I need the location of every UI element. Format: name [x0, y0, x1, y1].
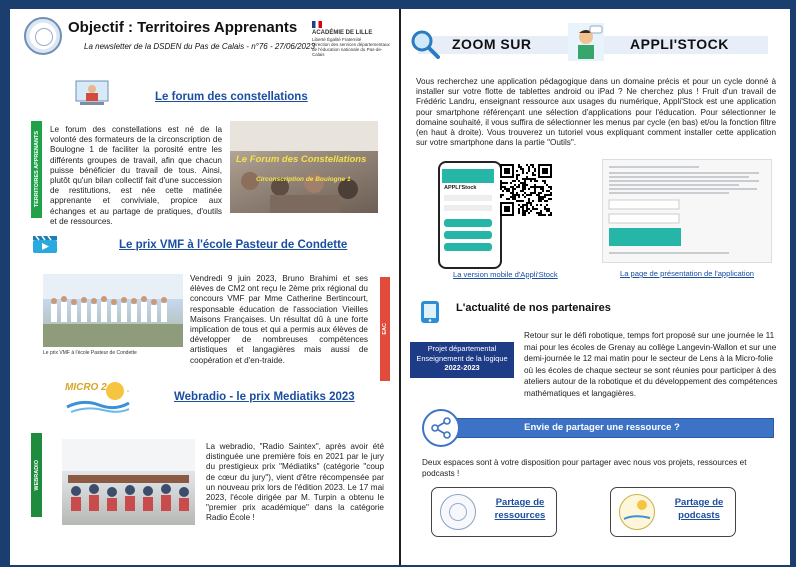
- forum-photo-title: Le Forum des Constellations: [236, 154, 367, 165]
- academie-logo: [312, 21, 394, 57]
- share-resources-link[interactable]: Partage de ressources: [494, 497, 546, 521]
- column-divider: [399, 9, 401, 565]
- teacher-icon: [568, 23, 604, 61]
- micro2-logo: [65, 379, 131, 415]
- page-title: Objectif : Territoires Apprenants: [68, 19, 298, 36]
- badge-line-1: Projet départemental: [427, 344, 497, 353]
- zoom-left-label: ZOOM SUR: [452, 36, 532, 52]
- share-text: Deux espaces sont à votre disposition pour partager avec nous vos projets, ressources et podcasts !: [422, 458, 747, 478]
- micro2-logo-text: MICRO 2: [65, 382, 107, 393]
- webradio-heading: Webradio - le prix Mediatiks 2023: [174, 391, 355, 403]
- link-presentation-page[interactable]: La page de présentation de l'application: [620, 269, 755, 278]
- app-webpage-screenshot: [602, 159, 772, 263]
- search-icon: [410, 29, 440, 59]
- webradio-text: La webradio, "Radio Saintex", après avoir été distinguée une première fois en 2021 par le jury du prestigieux prix "Médiatiks" (catégorie "coup de cœur du jury"), vient d'être récompensée par un nouveau prix lors de l'édition 2023. Le 17 mai 2023, l'école dirigée par M. Turpin a obtenu le "premier prix académique" dans la catégorie Radio École !: [206, 442, 384, 523]
- partners-text: Retour sur le défi robotique, temps fort proposé sur une journée le 11 mai pour les écoles de Grenay au collège Langevin-Wallon et sur une demi-journée le 12 mai matin pour le secteur de Lens à la Micro-folie où les écoles de chaque secteur se sont réunies pour participer à des ateliers autour de la robotique et du développement des compétences mathématiques et langagières.: [524, 331, 778, 398]
- badge-line-3: 2022-2023: [444, 363, 480, 373]
- badge-line-2: Enseignement de la logique: [416, 353, 508, 363]
- logic-project-badge: [410, 342, 514, 378]
- page-subtitle: La newsletter de la DSDEN du Pas de Calais - n°76 - 27/06/2023: [84, 42, 315, 51]
- zoom-banner: [410, 31, 770, 59]
- link-mobile-version[interactable]: La version mobile d'Appli'Stock: [453, 270, 558, 279]
- forum-photo: [230, 121, 378, 213]
- tab-eac: EAC: [380, 277, 390, 381]
- zoom-text: Vous recherchez une application pédagogique dans un domaine précis et pour un cycle donné à installer sur votre flotte de tablettes android ou iPad ? Ne cherchez plus ! Fruit d'un travail de Frédéric Landru, enseignant ressource aux usages du numérique, Appli'Stock est une application pour smartphone référençant une sélection d'applications pour l'éducation. Pour sélectionner le domaine souhaité, il vous suffira de sélectionner les menus par cycle (en bas) et/ou la fonction filtre (en haut à droite). Vous trouverez un tutoriel vous expliquant comment installer cette application sur votre smartphone dans la partie "Outils".: [416, 77, 776, 148]
- academie-motto: Liberté Égalité Fraternité: [312, 37, 362, 42]
- newsletter-page: [10, 9, 790, 565]
- partners-heading: L'actualité de nos partenaires: [456, 302, 611, 314]
- tab-territoires-apprenants: TERRITOIRES APPRENANTS: [31, 121, 42, 218]
- webradio-photo: [62, 439, 195, 525]
- app-phone-screenshot: [438, 161, 502, 269]
- vmf-caption: Le prix VMF à l'école Pasteur de Condette: [43, 350, 137, 356]
- vmf-photo: [43, 274, 183, 347]
- academie-name: ACADÉMIE DE LILLE: [312, 30, 373, 36]
- tab-webradio: WEBRADIO: [31, 433, 42, 517]
- podcasts-logo: [619, 494, 655, 530]
- video-clapper-icon: [32, 234, 58, 254]
- qr-code[interactable]: [500, 164, 552, 216]
- academie-service: Direction des services départementaux de l'éducation nationale du Pas-de-Calais: [312, 42, 390, 57]
- share-podcasts-link[interactable]: Partage de podcasts: [674, 497, 724, 521]
- share-resource-button[interactable]: Envie de partager une ressource ?: [430, 418, 774, 438]
- vmf-text: Vendredi 9 juin 2023, Bruno Brahimi et ses élèves de CM2 ont reçu le 2ème prix régional du concours VMF par Mme Catherine Bertincourt, responsable éducation de l'association Vieilles Maisons Françaises. Un résultat dû à une forte implication de tous et qui a permis aux élèves de développer de nombreuses compétences artistiques et langagières mais aussi de coopération et d'en-traide.: [190, 274, 368, 365]
- phone-app-name: APPLI'Stock: [444, 185, 477, 191]
- vmf-heading: Le prix VMF à l'école Pasteur de Condette: [119, 239, 348, 251]
- tablet-icon: [420, 300, 440, 324]
- share-podcasts-card[interactable]: [610, 487, 736, 537]
- newsletter-logo: [24, 17, 62, 55]
- share-resources-card[interactable]: [431, 487, 557, 537]
- forum-heading: Le forum des constellations: [155, 91, 308, 103]
- resources-logo: [440, 494, 476, 530]
- forum-text: Le forum des constellations est né de la volonté des formateurs de la circonscription de Boulogne 1 de faciliter la porosité entre les différents groupes de travail, afin que chacun puisse bénéficier du travail de tous. Ainsi, plutôt qu'un bilan collectif fait d'une succession de restitutions, est née cette matinée apprenante et conviviale, propice aux échanges et au partage de pratiques, d'outils et de ressources.: [50, 125, 222, 226]
- teacher-icon: [74, 79, 110, 107]
- share-icon: [422, 409, 460, 447]
- zoom-right-label: APPLI'STOCK: [630, 36, 729, 52]
- forum-photo-subtitle: Circonscription de Boulogne 1: [256, 176, 351, 183]
